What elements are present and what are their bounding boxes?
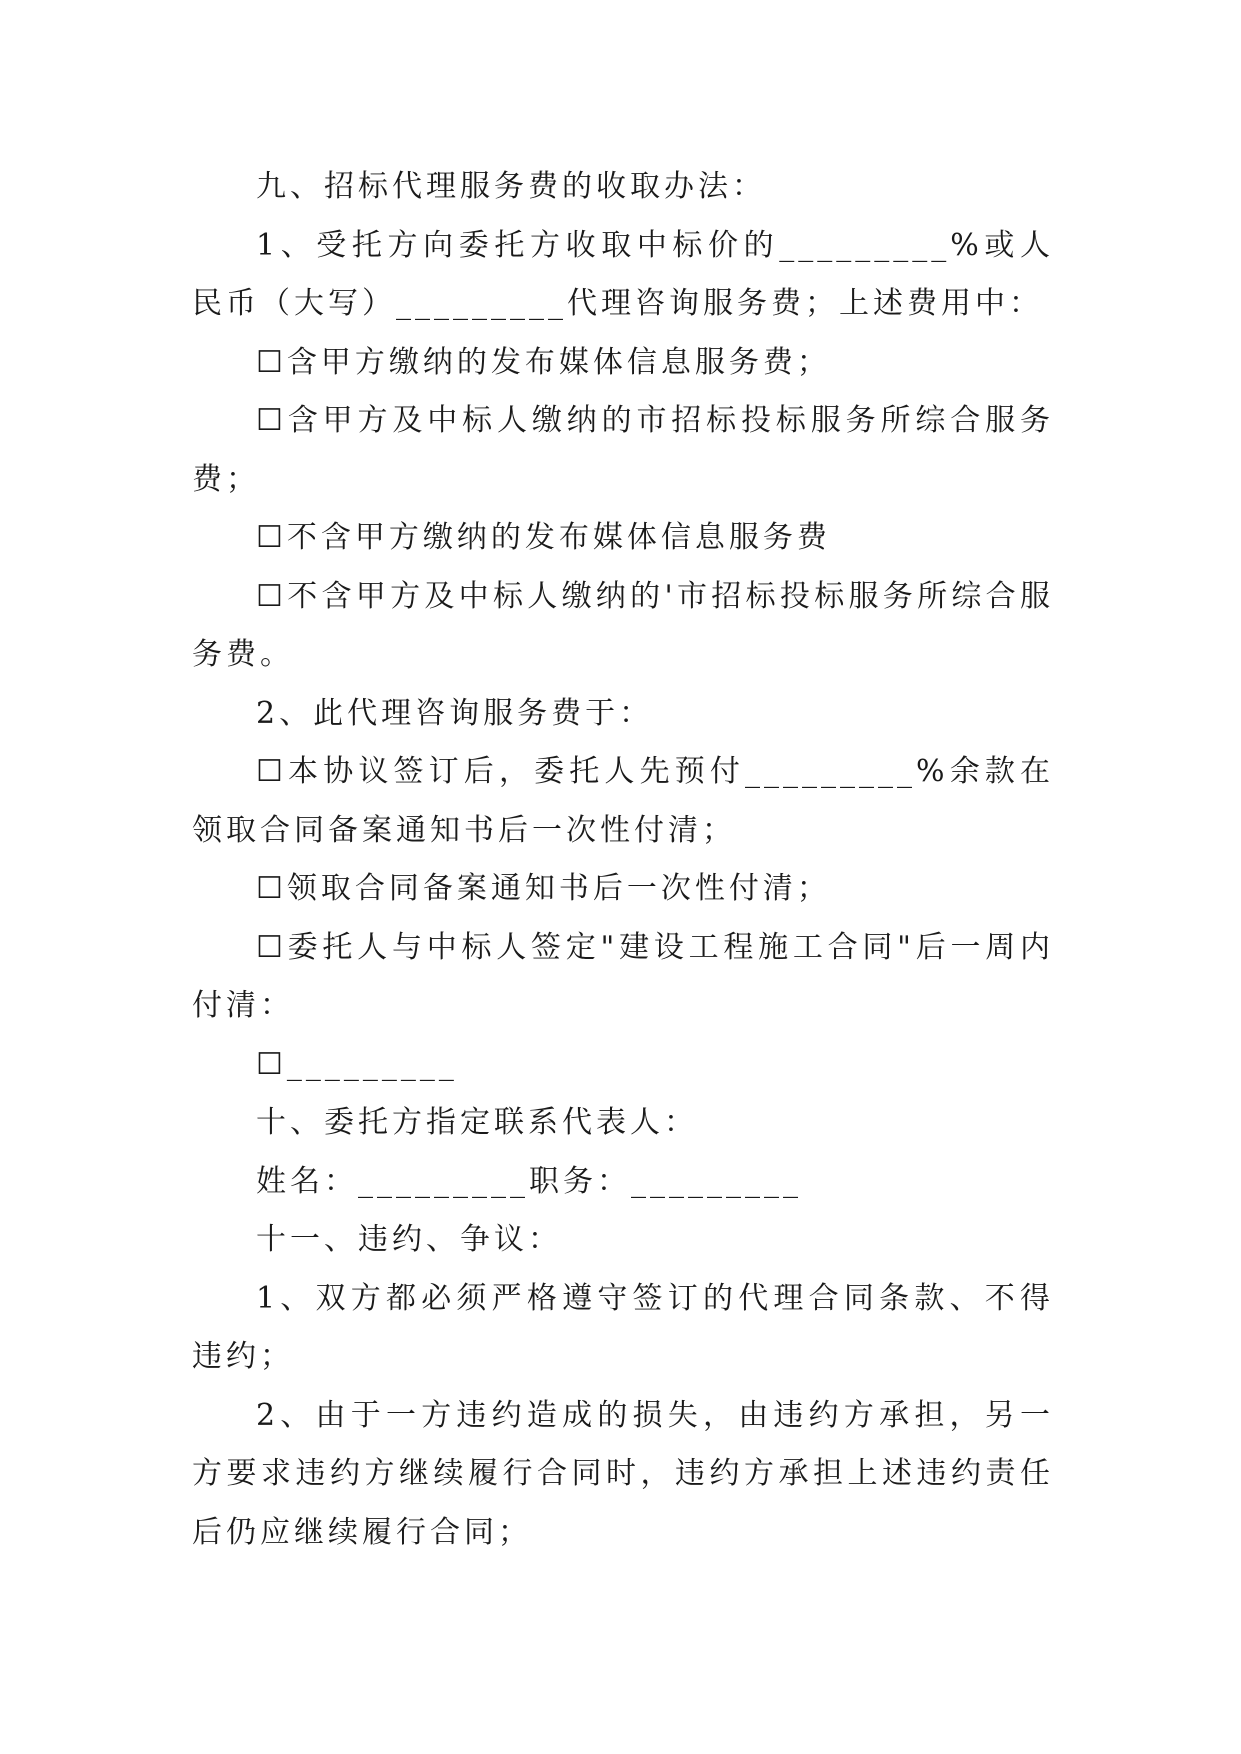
- clause-breach-compliance: 1、双方都必须严格遵守签订的代理合同条款、不得违约；: [192, 1280, 1054, 1374]
- option-pay-after-notice: ☐领取合同备案通知书后一次性付清；: [256, 871, 831, 906]
- section-heading-contact: 十、委托方指定联系代表人：: [256, 1105, 698, 1140]
- option-prepay: ☐本协议签订后，委托人先预付_________%余款在领取合同备案通知书后一次性付清；: [192, 754, 1054, 848]
- option-service-fee-excluded: ☐不含甲方及中标人缴纳的'市招标投标服务所综合服务费。: [192, 578, 1054, 672]
- clause-fee-rate: 1、受托方向委托方收取中标价的_________%或人民币（大写）_________代理咨询服务费；上述费用中：: [192, 227, 1054, 321]
- document-body: [192, 158, 1054, 1562]
- option-other: ☐_________: [256, 1046, 458, 1082]
- option-pay-after-contract: ☐委托人与中标人签定"建设工程施工合同"后一周内付清：: [192, 929, 1054, 1023]
- clause-payment-timing: 2、此代理咨询服务费于：: [256, 695, 654, 731]
- section-heading-fee-collection: 九、招标代理服务费的收取办法：: [256, 169, 766, 204]
- section-heading-breach: 十一、违约、争议：: [256, 1222, 562, 1257]
- contact-name-position: 姓名：_________职务：_________: [256, 1163, 802, 1199]
- option-media-fee-excluded: ☐不含甲方缴纳的发布媒体信息服务费: [256, 520, 831, 555]
- option-media-fee-included: ☐含甲方缴纳的发布媒体信息服务费；: [256, 344, 831, 380]
- clause-breach-liability: 2、由于一方违约造成的损失，由违约方承担，另一方要求违约方继续履行合同时，违约方承担上述违约责任后仍应继续履行合同；: [192, 1397, 1054, 1550]
- option-service-fee-included: ☐含甲方及中标人缴纳的市招标投标服务所综合服务费；: [192, 403, 1054, 497]
